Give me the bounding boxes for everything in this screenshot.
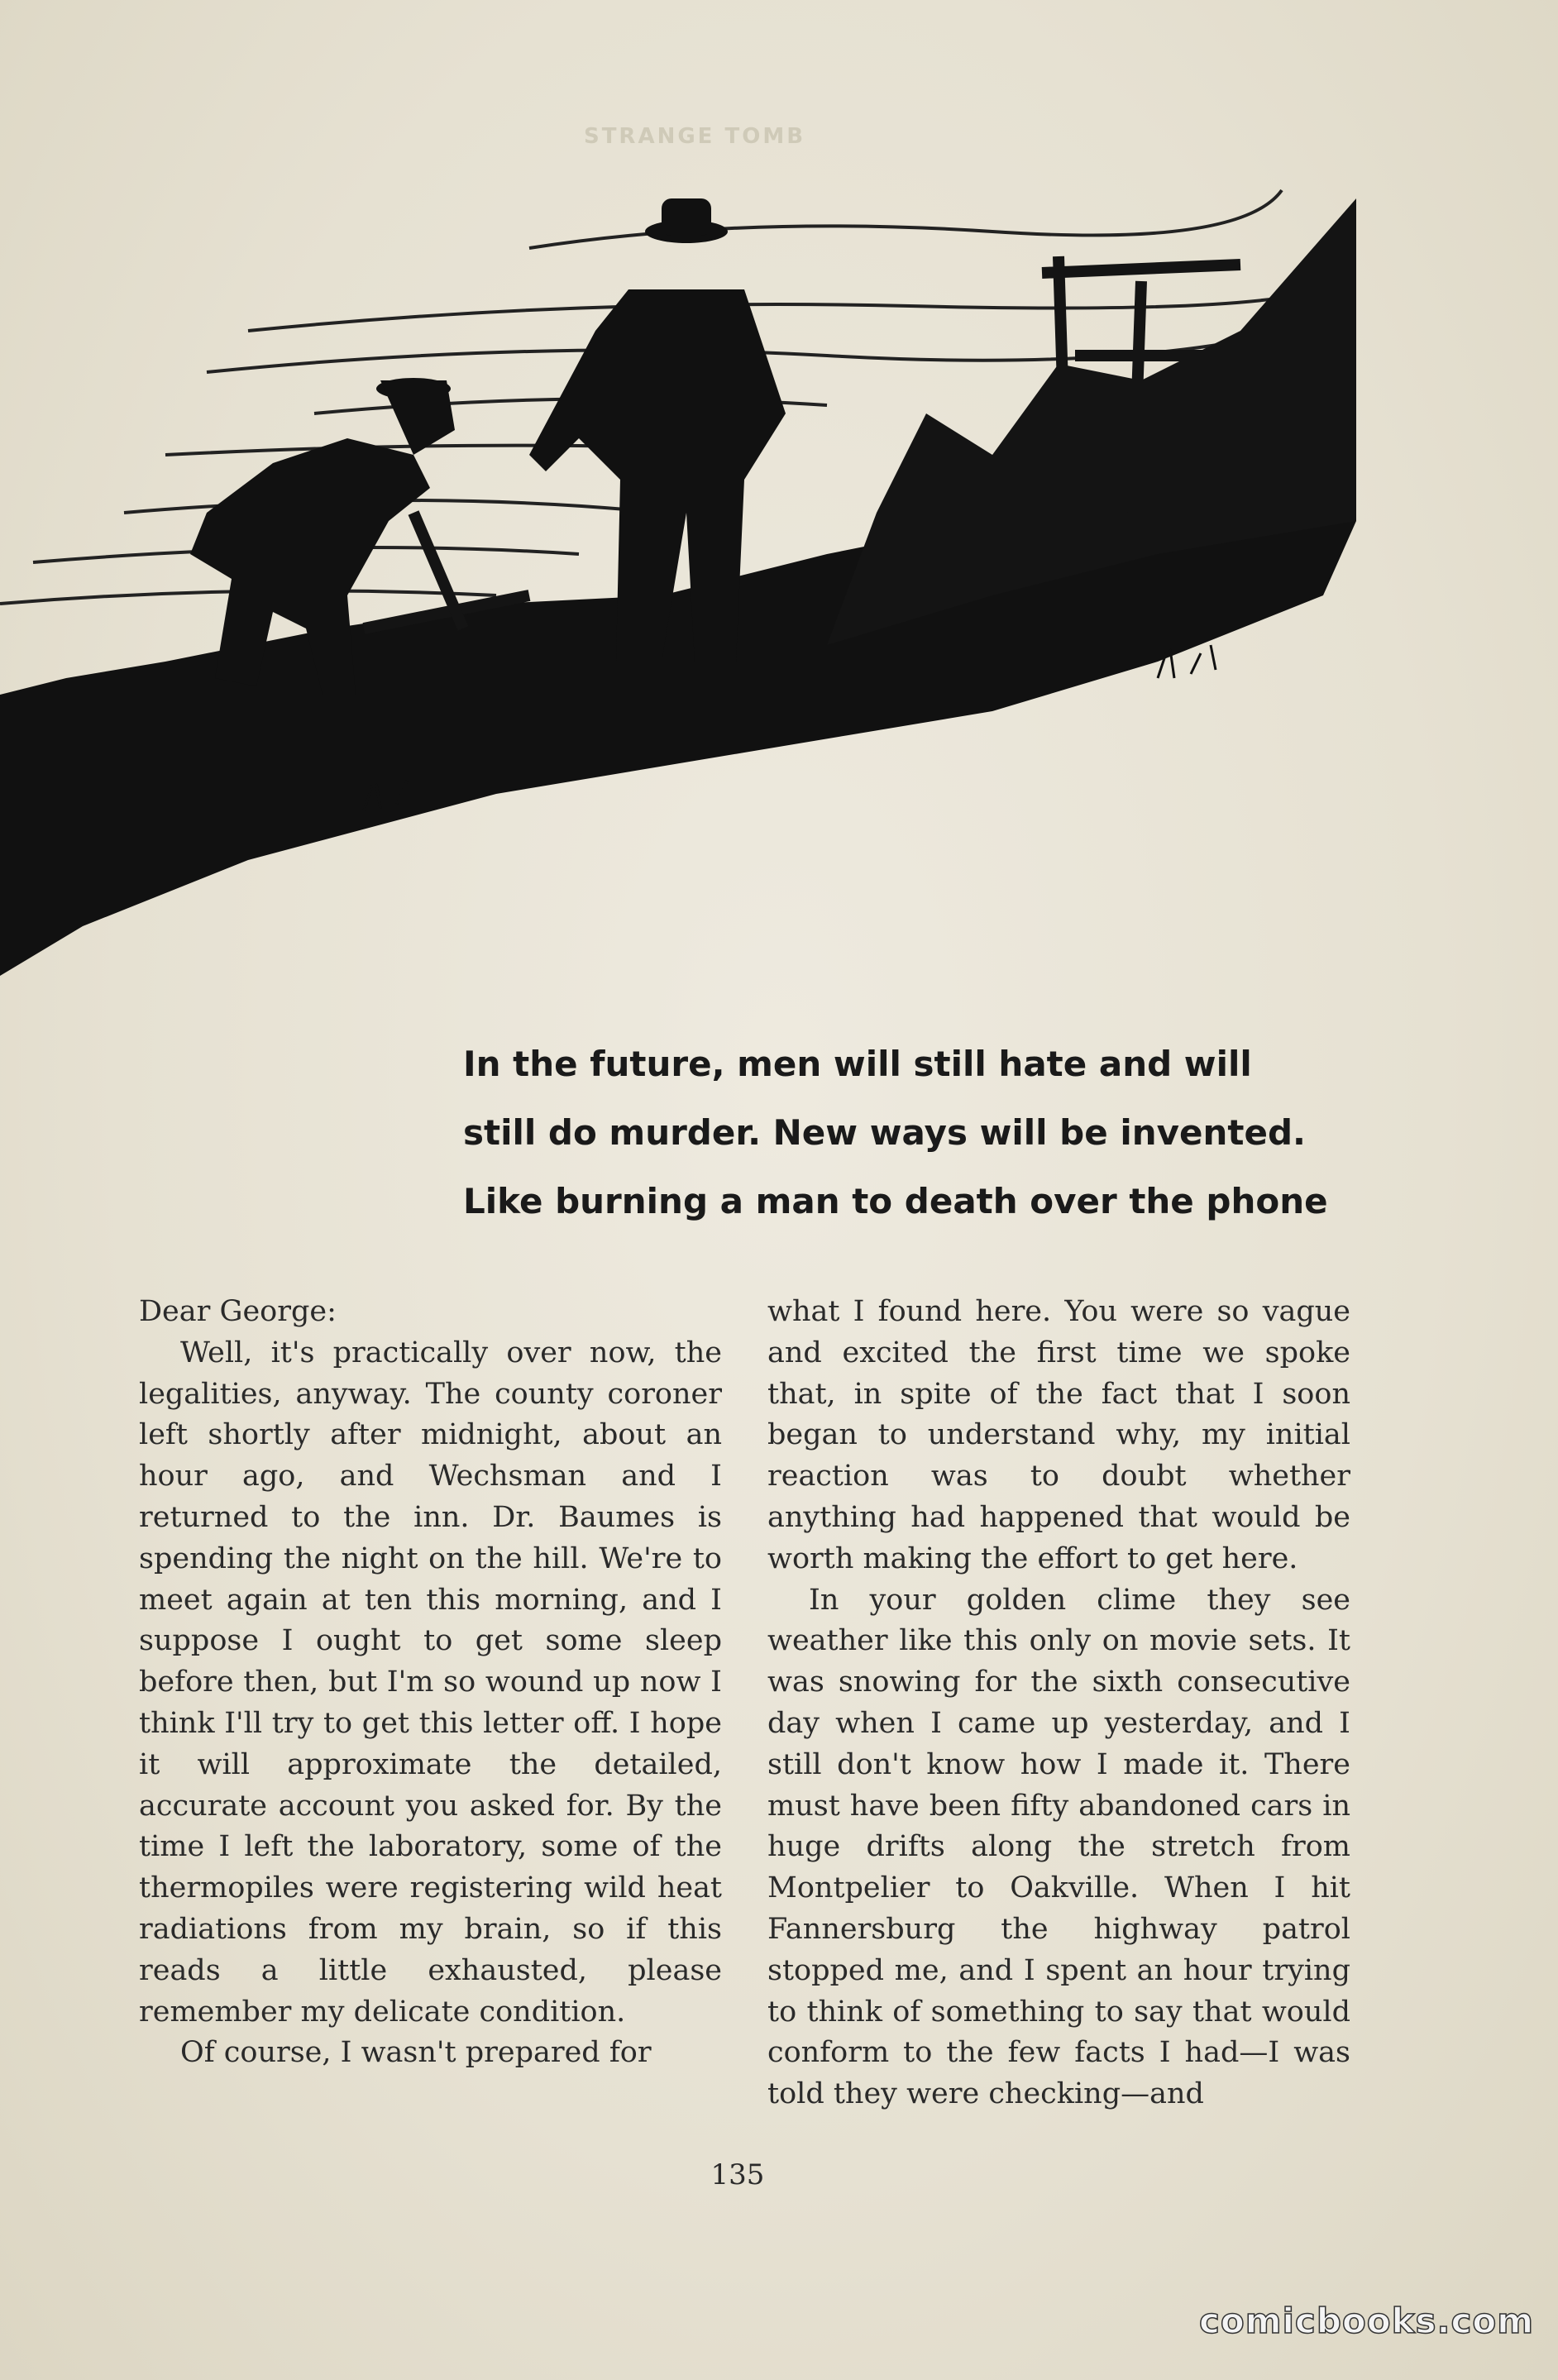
page-number: 135 (710, 2158, 765, 2191)
blurb-line: In the future, men will still hate and will (463, 1044, 1252, 1084)
site-watermark: comicbooks.com (1199, 2301, 1534, 2341)
blurb-line: still do murder. New ways will be invented. (463, 1112, 1306, 1153)
paragraph: Of course, I wasn't prepared for (180, 2036, 652, 2070)
blurb-line: Like burning a man to death over the phone (463, 1181, 1328, 1221)
paragraph: Well, it's practically over now, the legalities, anyway. The county coroner left shortly after midnight, about an hour ago, and Wechsman and I returned to the inn. Dr. Baumes is spending the night on the hill. We're to meet again at ten this morning, and I suppose I ought to get some sleep before then, but I'm so wound up now I think I'll try to get this letter off. I hope it will approximate the detailed, accurate account you asked for. By the time I left the laboratory, some of the thermopiles were registering wild heat radiations from my brain, so if this reads a little exhausted, please remember my delicate condition. (139, 1336, 722, 2029)
story-blurb (463, 1030, 1364, 1235)
salutation: Dear George: (139, 1295, 337, 1328)
ground-silhouette (0, 504, 1356, 976)
running-head: STRANGE TOMB (583, 124, 806, 149)
woodcut-illustration (0, 165, 1373, 984)
text-column-right (767, 1292, 1350, 2115)
text-column-left (139, 1292, 722, 2074)
paragraph: what I found here. You were so vague and excited the first time we spoke that, in spite of the fact that I soon began to understand why, my initial reaction was to doubt whether anything had happened that would be worth making the effort to get here. (767, 1295, 1350, 1575)
paragraph: In your golden clime they see weather like this only on movie sets. It was snowing for the sixth consecutive day when I came up yesterday, and I still don't know how I made it. There must have been fifty abandoned cars in huge drifts along the stretch from Montpelier to Oakville. When I hit Fannersburg the highway patrol stopped me, and I spent an hour trying to think of something to say that would conform to the few facts I had—I was told they were checking—and (767, 1583, 1350, 2111)
